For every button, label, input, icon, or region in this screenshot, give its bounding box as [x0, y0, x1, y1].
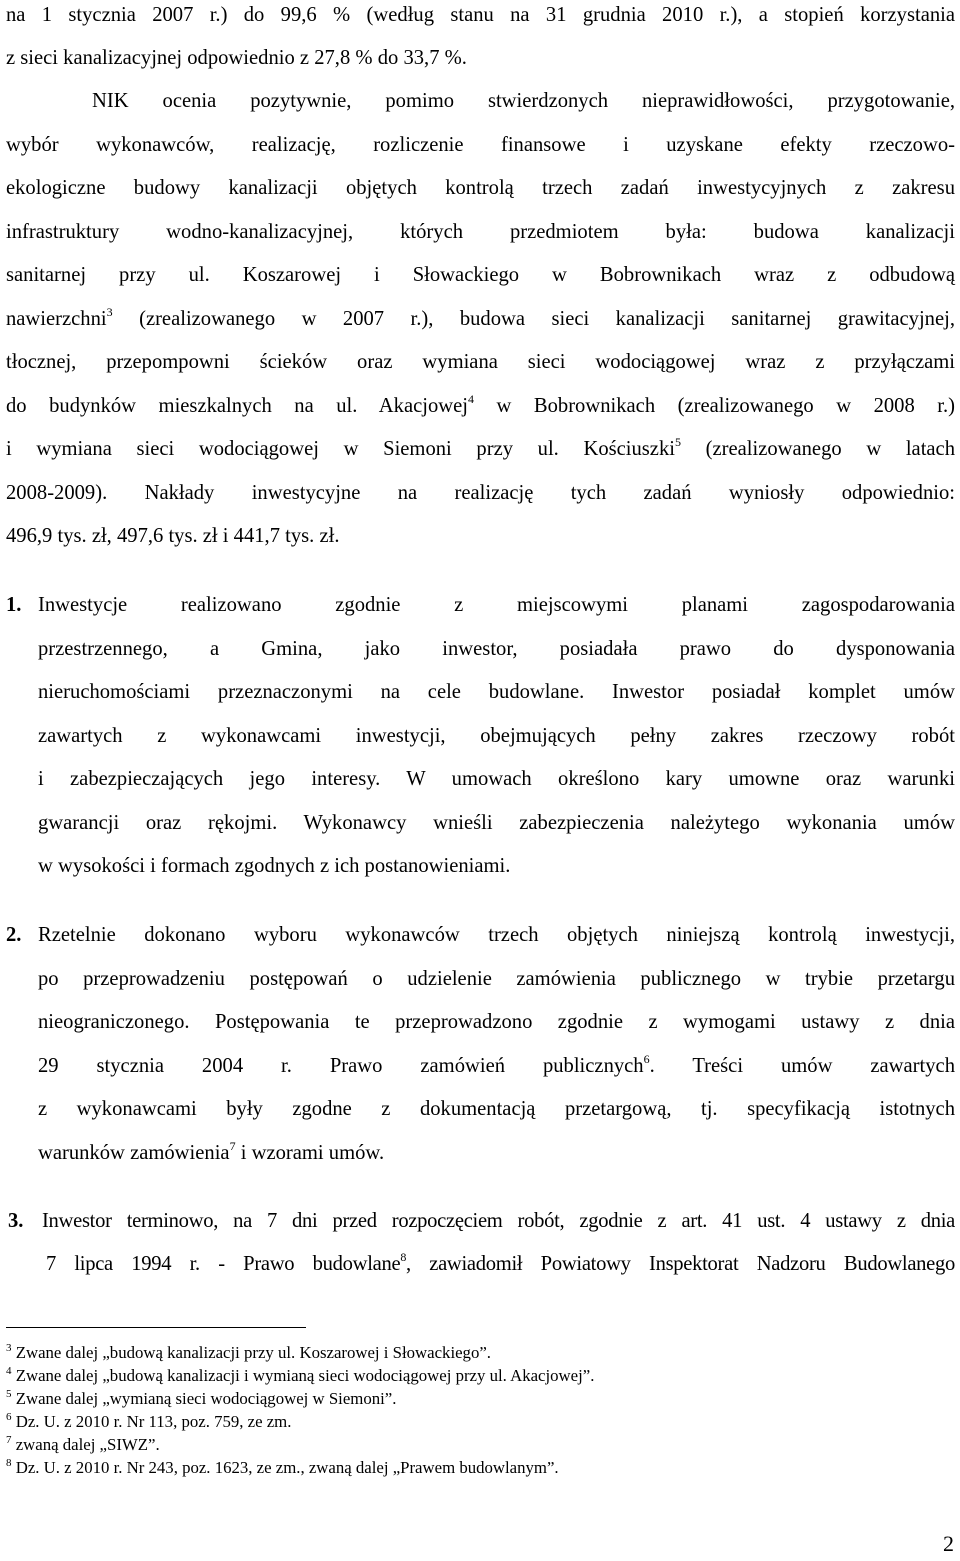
item-line: Inwestycje realizowano zgodnie z miejscowymi planami zagospodarowania [38, 594, 955, 616]
footnote [6, 1388, 396, 1410]
item-line: nieograniczonego. Postępowania te przeprowadzono zgodnie z wymogami ustawy z dnia [38, 1011, 955, 1033]
footnote-ref: 5 [674, 435, 681, 449]
item-line: przestrzennego, a Gmina, jako inwestor, posiadała prawo do dysponowania [38, 638, 955, 660]
nik-line: 2008-2009). Nakłady inwestycyjne na realizację tych zadań wyniosły odpowiednio: [6, 482, 955, 504]
item-number: 2. [6, 924, 22, 946]
text-span: nawierzchni [6, 308, 107, 330]
footnote-number: 6 [6, 1411, 12, 1423]
footnote-text: Dz. U. z 2010 r. Nr 243, poz. 1623, ze zm., zwaną dalej „Prawem budowlanym”. [11, 1458, 559, 1477]
footnote [6, 1365, 594, 1387]
page-number: 2 [943, 1531, 954, 1556]
footnote-ref: 7 [229, 1139, 236, 1153]
footnote-ref: 8 [400, 1250, 407, 1264]
text-span: . Treści umów zawartych [649, 1055, 955, 1077]
item-line: i zabezpieczających jego interesy. W umowach określono kary umowne oraz warunki [38, 768, 955, 790]
nik-line: sanitarnej przy ul. Koszarowej i Słowackiego w Bobrownikach wraz z odbudową [6, 264, 955, 286]
text-span: (zrealizowanego w latach [680, 438, 955, 460]
intro-line-1: na 1 stycznia 2007 r.) do 99,6 % (według stanu na 31 grudnia 2010 r.), a stopień korzystania [6, 4, 955, 26]
footnote-ref: 6 [643, 1052, 650, 1066]
footnote-text: Dz. U. z 2010 r. Nr 113, poz. 759, ze zm. [11, 1412, 292, 1431]
footnote-ref: 3 [106, 305, 113, 319]
nik-line: infrastruktury wodno-kanalizacyjnej, których przedmiotem była: budowa kanalizacji [6, 221, 955, 243]
item-line: gwarancji oraz rękojmi. Wykonawcy wnieśli zabezpieczenia należytego wykonania umów [38, 812, 955, 834]
footnote-number: 7 [6, 1434, 12, 1446]
nik-line: ekologiczne budowy kanalizacji objętych kontrolą trzech zadań inwestycyjnych z zakresu [6, 177, 955, 199]
nik-line [6, 436, 955, 462]
nik-line: tłocznej, przepompowni ścieków oraz wymiana sieci wodociągowej wraz z przyłączami [6, 351, 955, 373]
footnote-number: 5 [6, 1388, 12, 1400]
item-line: po przeprowadzeniu postępowań o udzielenie zamówienia publicznego w trybie przetargu [38, 968, 955, 990]
nik-line [6, 306, 955, 332]
nik-line [6, 393, 955, 419]
text-span: 29 stycznia 2004 r. Prawo zamówień publicznych [38, 1055, 644, 1077]
text-span: (zrealizowanego w 2007 r.), budowa sieci kanalizacji sanitarnej grawitacyjnej, [112, 308, 955, 330]
item-line: Rzetelnie dokonano wyboru wykonawców trzech objętych niniejszą kontrolą inwestycji, [38, 924, 955, 946]
nik-line: 496,9 tys. zł, 497,6 tys. zł i 441,7 tys. zł. [6, 525, 340, 547]
footnote [6, 1434, 160, 1456]
footnote-text: Zwane dalej „budową kanalizacji przy ul. Koszarowej i Słowackiego”. [11, 1343, 491, 1362]
footnote-number: 3 [6, 1342, 12, 1354]
item-line: z wykonawcami były zgodne z dokumentacją przetargową, tj. specyfikacją istotnych [38, 1098, 955, 1120]
text-span: do budynków mieszkalnych na ul. Akacjowej [6, 395, 468, 417]
item-line: Inwestor terminowo, na 7 dni przed rozpoczęciem robót, zgodnie z art. 41 ust. 4 ustawy z dnia [42, 1210, 955, 1232]
text-span: , zawiadomił Powiatowy Inspektorat Nadzoru Budowlanego [406, 1253, 955, 1275]
footnote-text: Zwane dalej „wymianą sieci wodociągowej w Siemoni”. [11, 1389, 397, 1408]
nik-line: NIK ocenia pozytywnie, pomimo stwierdzonych nieprawidłowości, przygotowanie, [92, 90, 955, 112]
item-line: w wysokości i formach zgodnych z ich postanowieniami. [38, 855, 511, 877]
nik-line: wybór wykonawców, realizację, rozliczenie finansowe i uzyskane efekty rzeczowo- [6, 134, 955, 156]
item-line [46, 1251, 955, 1277]
footnote-text: Zwane dalej „budową kanalizacji i wymianą sieci wodociągowej przy ul. Akacjowej”. [11, 1366, 595, 1385]
footnote-text: zwaną dalej „SIWZ”. [11, 1435, 160, 1454]
footnote-ref: 4 [467, 392, 474, 406]
text-span: i wzorami umów. [235, 1142, 385, 1164]
text-span: 7 lipca 1994 r. - Prawo budowlane [46, 1253, 401, 1275]
footnote [6, 1457, 559, 1479]
intro-line-2: z sieci kanalizacyjnej odpowiednio z 27,8 % do 33,7 %. [6, 47, 467, 69]
item-line [38, 1053, 955, 1079]
text-span: warunków zamówienia [38, 1142, 230, 1164]
footnote-separator [6, 1327, 306, 1328]
footnote-number: 8 [6, 1457, 12, 1469]
footnote [6, 1411, 291, 1433]
item-number: 1. [6, 594, 22, 616]
text-span: i wymiana sieci wodociągowej w Siemoni przy ul. Kościuszki [6, 438, 675, 460]
text-span: w Bobrownikach (zrealizowanego w 2008 r.) [473, 395, 955, 417]
footnote-number: 4 [6, 1365, 12, 1377]
item-line: nieruchomościami przeznaczonymi na cele budowlane. Inwestor posiadał komplet umów [38, 681, 955, 703]
item-number: 3. [8, 1210, 24, 1232]
item-line: zawartych z wykonawcami inwestycji, obejmujących pełny zakres rzeczowy robót [38, 725, 955, 747]
footnote [6, 1342, 491, 1364]
item-line [38, 1140, 960, 1166]
